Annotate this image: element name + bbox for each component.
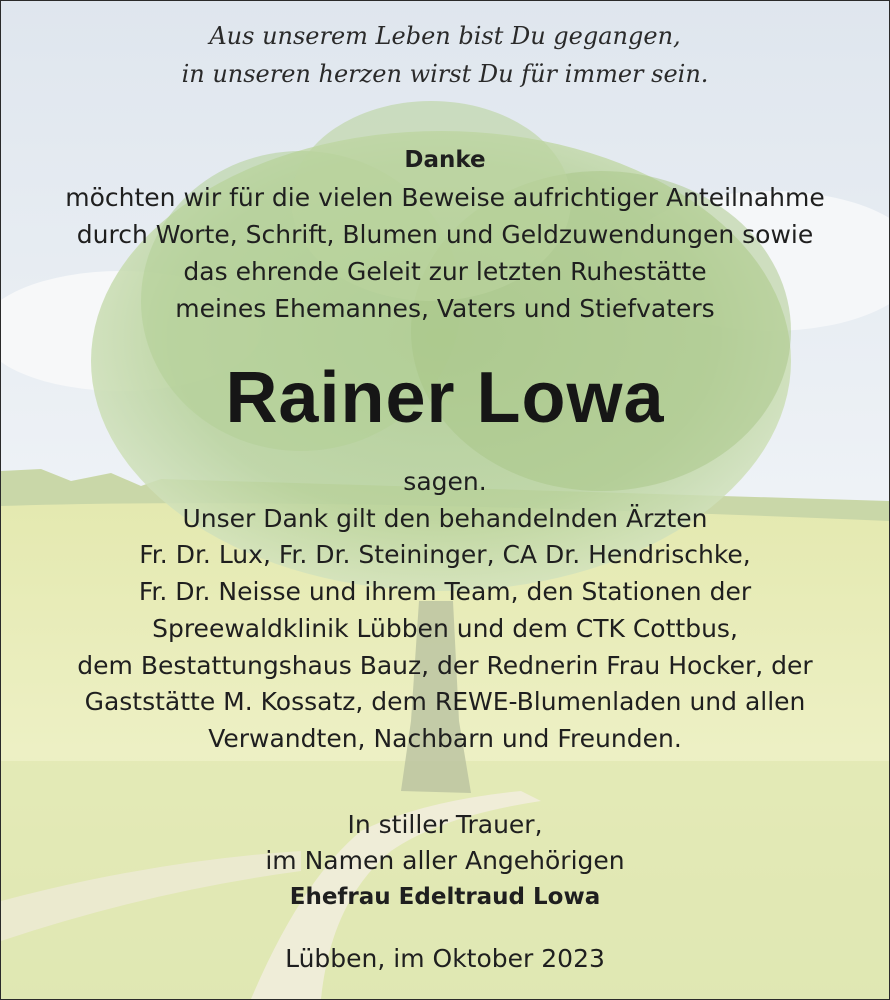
signoff-block (1, 807, 889, 915)
motto-verse (1, 17, 889, 93)
motto-line: in unseren herzen wirst Du für immer sein. (181, 60, 709, 88)
body-line: Fr. Dr. Lux, Fr. Dr. Steininger, CA Dr. Hendrischke, (139, 540, 751, 570)
thanks-line: durch Worte, Schrift, Blumen und Geldzuwendungen sowie (76, 220, 814, 249)
thanks-paragraph (1, 142, 889, 327)
signoff-line: im Namen aller Angehörigen (265, 846, 625, 875)
body-line: dem Bestattungshaus Bauz, der Rednerin Frau Hocker, der (77, 650, 813, 680)
body-line: Gaststätte M. Kossatz, dem REWE-Blumenladen und allen (84, 687, 806, 717)
thanks-line: das ehrende Geleit zur letzten Ruhestätte (183, 257, 707, 286)
signoff-line: In stiller Trauer, (347, 810, 543, 839)
gratitude-paragraph (1, 464, 889, 758)
thanks-heading: Danke (404, 147, 486, 173)
body-line: sagen. (403, 467, 487, 496)
body-line: Fr. Dr. Neisse und ihrem Team, den Stationen der (138, 577, 752, 607)
motto-line: Aus unserem Leben bist Du gegangen, (209, 22, 681, 50)
body-line: Unser Dank gilt den behandelnden Ärzten (182, 503, 708, 533)
signer-name: Ehefrau Edeltraud Lowa (289, 884, 601, 910)
thanks-line: möchten wir für die vielen Beweise aufrichtiger Anteilnahme (65, 183, 825, 212)
place-date: Lübben, im Oktober 2023 (285, 944, 605, 973)
body-line: Verwandten, Nachbarn und Freunden. (208, 723, 682, 753)
body-line: Spreewaldklinik Lübben und dem CTK Cottbus, (152, 613, 738, 643)
thanks-line: meines Ehemannes, Vaters und Stiefvaters (175, 294, 715, 323)
deceased-name: Rainer Lowa (225, 358, 665, 438)
